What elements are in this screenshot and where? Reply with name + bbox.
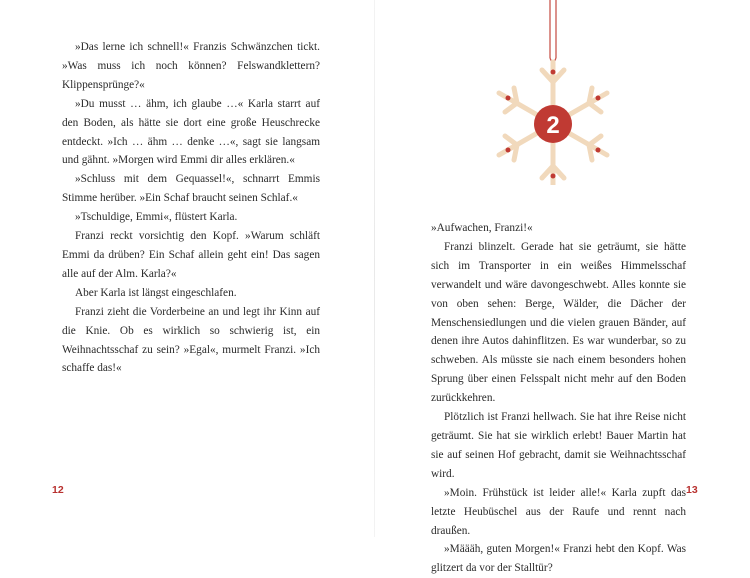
- paragraph: »Schluss mit dem Gequassel!«, schnarrt Emmis Stimme herüber. »Ein Schaf braucht seinen Schlaf.«: [62, 173, 320, 205]
- paragraph: Franzi reckt vorsichtig den Kopf. »Warum schläft Emmi da drüben? Ein Schaf allein geht ein! Das sagen alle auf der Alm. Karla?«: [62, 230, 320, 280]
- snowflake-ornament: [490, 0, 620, 185]
- paragraph: »Das lerne ich schnell!« Franzis Schwänzchen tickt. »Was muss ich noch können? Felswandklettern? Klippensprünge?«: [62, 41, 320, 91]
- paragraph: »Du musst … ähm, ich glaube …« Karla starrt auf den Boden, als hätte sie dort eine große Heuschrecke entdeckt. »Ich … ähm … denke …«, sagt sie langsam und gähnt. »Morgen wird Emmi dir alles erklären.«: [62, 97, 320, 167]
- paragraph: »Tschuldige, Emmi«, flüstert Karla.: [75, 211, 238, 224]
- paragraph: »Aufwachen, Franzi!«: [431, 222, 533, 234]
- hanging-string: [550, 0, 556, 62]
- paragraph: Plötzlich ist Franzi hellwach. Sie hat ihre Reise nicht geträumt. Sie hat sie wirklich erlebt! Bauer Martin hat sie auf seinen Hof gebracht, damit sie Weihnachtsschaf wird.: [431, 411, 686, 480]
- paragraph: Franzi zieht die Vorderbeine an und legt ihr Kinn auf die Knie. Ob es wirklich so schwierig ist, ein Weihnachtsschaf zu sein? »Egal«, murmelt Franzi. »Ich schaffe das!«: [62, 305, 320, 375]
- left-page-text: [62, 38, 320, 378]
- paragraph: Aber Karla ist längst eingeschlafen.: [75, 286, 237, 299]
- page-number-left: 12: [52, 484, 64, 496]
- paragraph: Franzi blinzelt. Gerade hat sie geträumt, sie hätte sich im Transporter in ein weißes Himmelsschaf verwandelt und wäre davongeschwebt. Alles konnte sie von oben sehen: Berge, Wälder, die Dächer der Menschensiedlungen und die vielen grauen Bänder, auf denen ihre Autos dahinflitzen. Es war wunderbar, so zu schweben. Als müsste sie nach einem besonders hohen Sprung über einen Felsspalt nicht mehr auf den Boden zurückkehren.: [431, 240, 686, 405]
- paragraph: »Määäh, guten Morgen!« Franzi hebt den Kopf. Was glitzert da vor der Stalltür?: [431, 543, 686, 575]
- paragraph: »Moin. Frühstück ist leider alle!« Karla zupft das letzte Heubüschel aus der Raufe und rennt nach draußen.: [431, 486, 686, 537]
- right-page-text: [431, 219, 686, 578]
- page-number-right: 13: [686, 484, 698, 496]
- ornament-number: 2: [546, 112, 560, 139]
